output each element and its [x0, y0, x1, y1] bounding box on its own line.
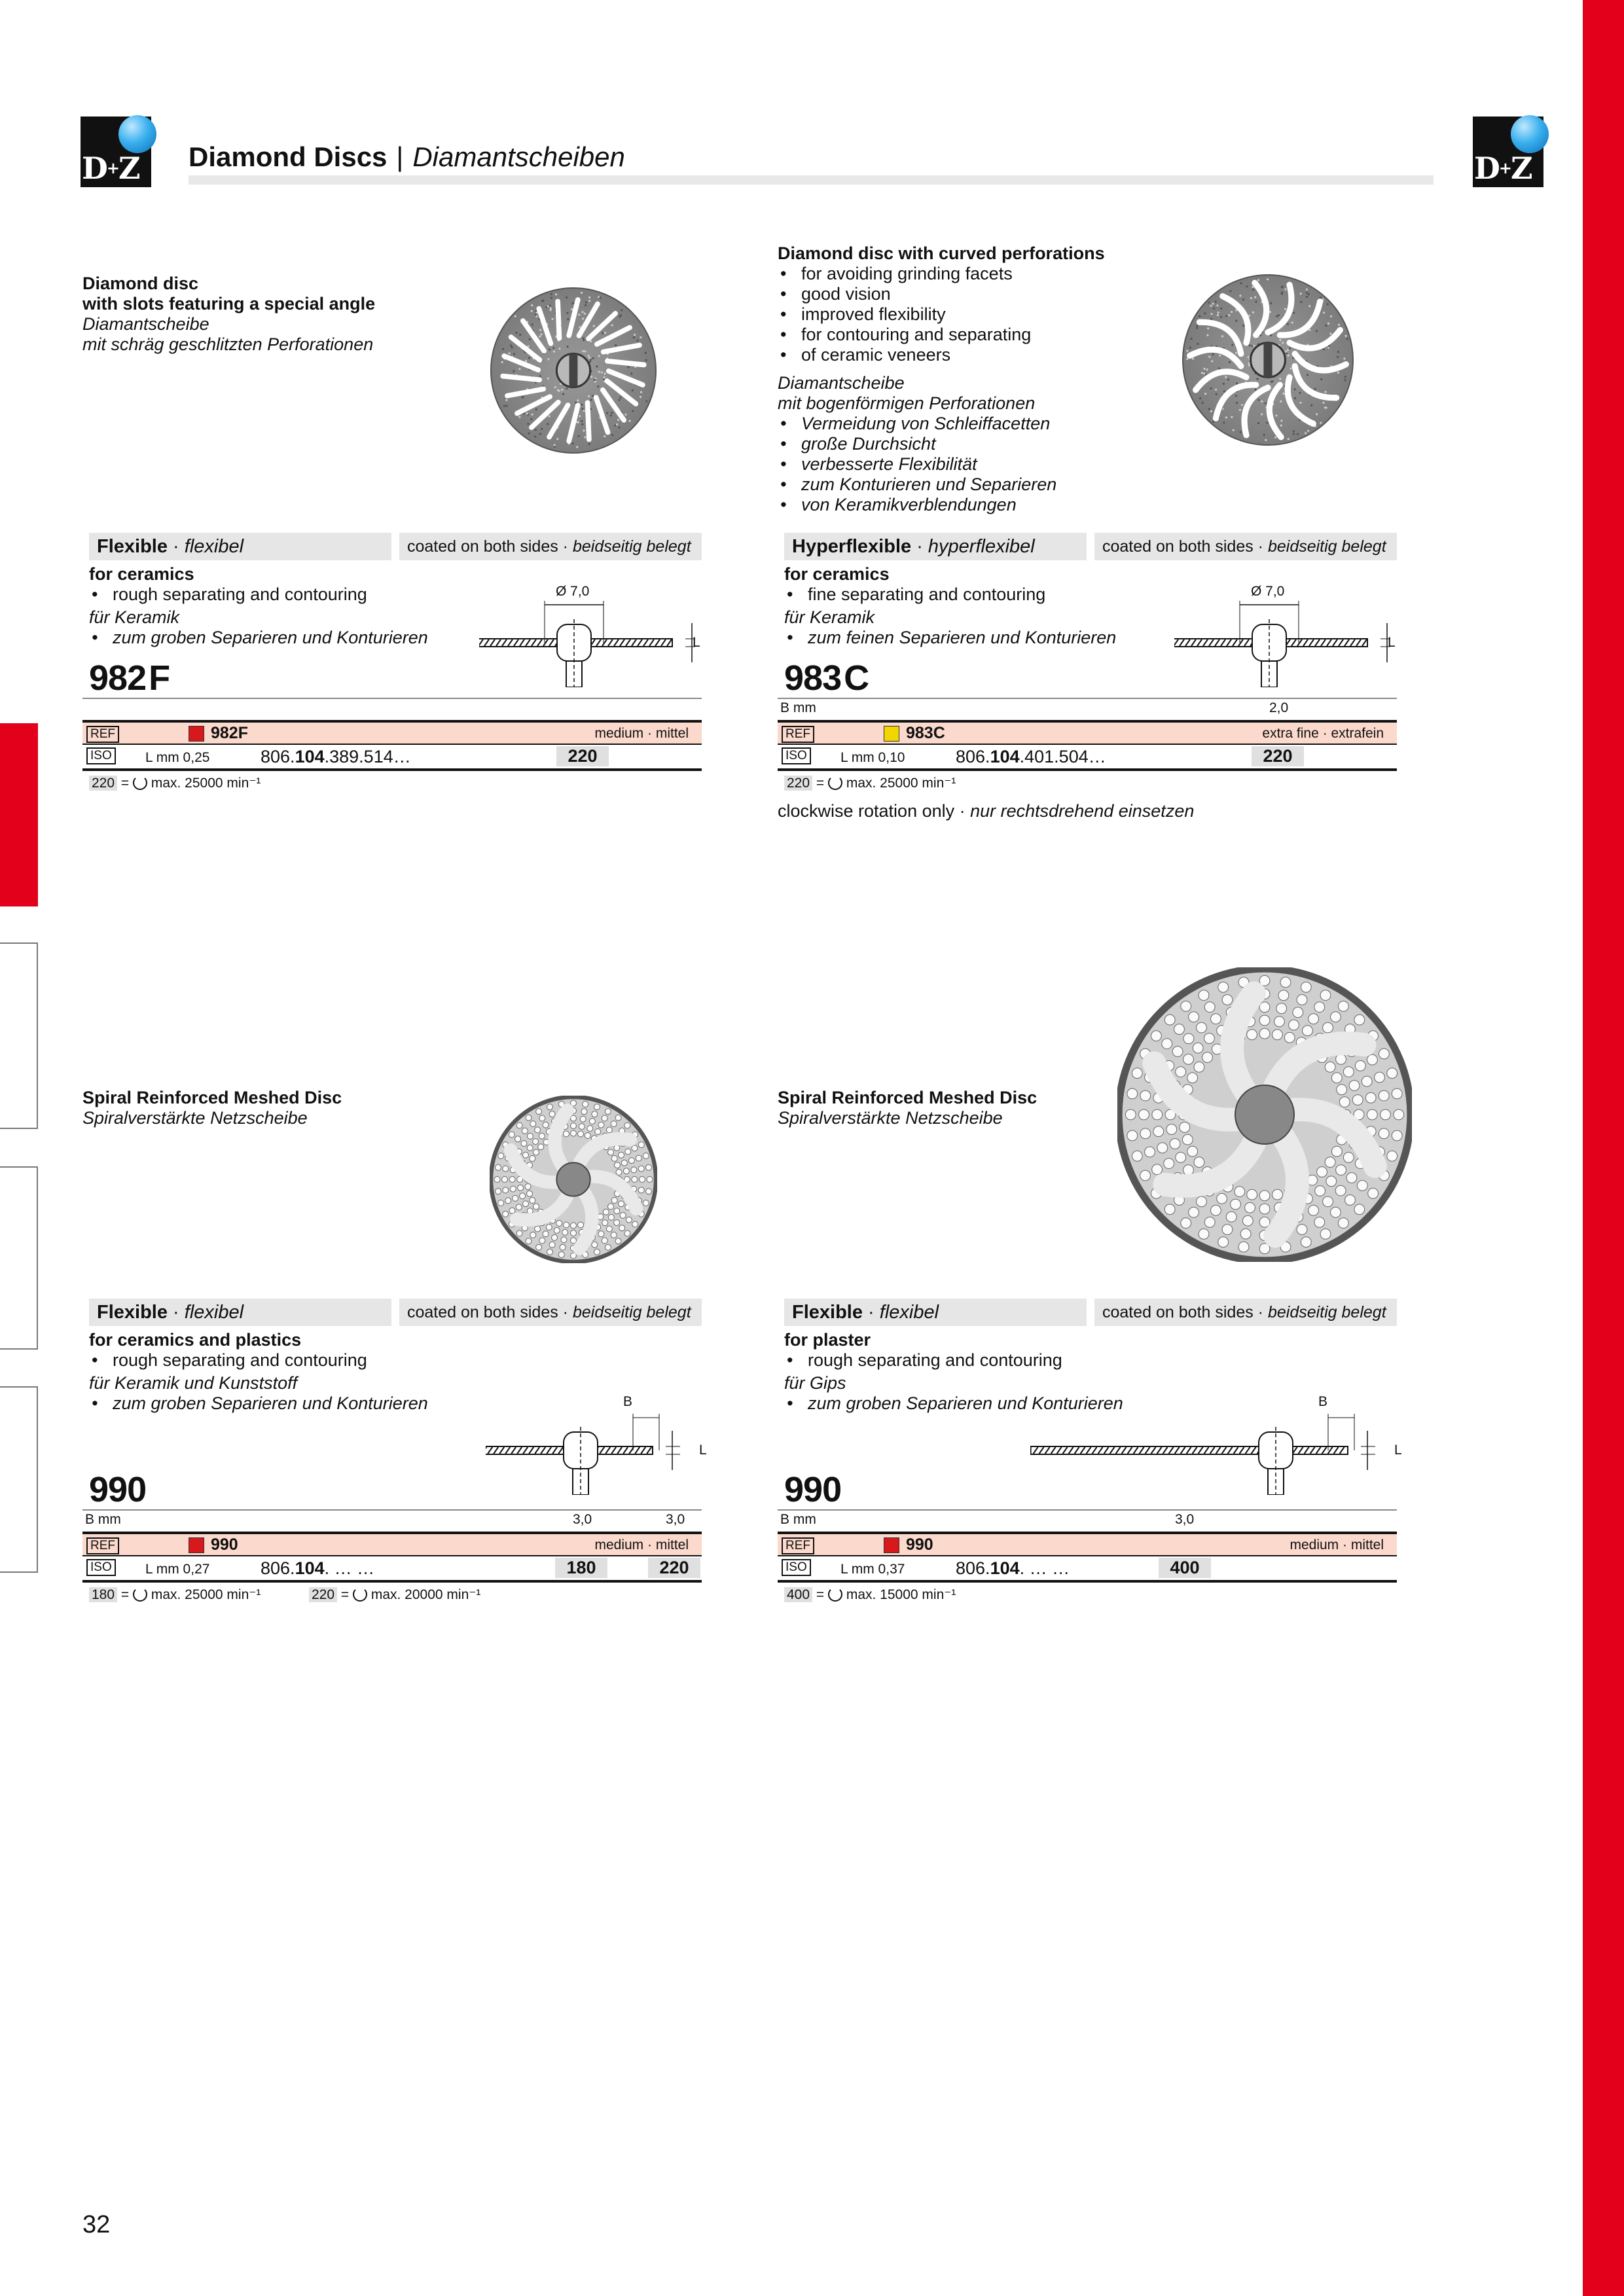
- technical-drawing: [479, 589, 695, 691]
- iso-number: 806.104. … …: [261, 1558, 375, 1578]
- feature-item-de: • von Keramikverblendungen: [778, 495, 1056, 515]
- feature-item: • for contouring and separating: [778, 325, 1031, 345]
- usage-de: für Gips: [784, 1373, 846, 1393]
- brand-logo-right: D+Z: [1473, 117, 1543, 187]
- size-cell: 220: [1252, 746, 1304, 766]
- usage-de: für Keramik und Kunststoff: [89, 1373, 298, 1393]
- coating-bar: coated on both sides · beidseitig belegt: [1094, 533, 1397, 560]
- technical-drawing: [479, 589, 695, 687]
- usage-en: for plaster: [784, 1330, 871, 1350]
- rotation-icon: [133, 776, 147, 790]
- chapter-tab[interactable]: [0, 942, 38, 1129]
- feature-item-de: • große Durchsicht: [778, 434, 1056, 454]
- technical-drawing: [1030, 1397, 1397, 1495]
- usage-item-de: • zum groben Separieren und Konturieren: [784, 1393, 1123, 1414]
- rpm-note: 220 = max. 25000 min⁻¹: [89, 775, 261, 791]
- b-value: 2,0: [1269, 700, 1289, 715]
- rotation-icon: [133, 1587, 147, 1602]
- usage-item-en: • rough separating and contouring: [784, 1350, 1062, 1371]
- b-mm-label: B mm: [780, 700, 816, 715]
- ref-code: 990: [906, 1535, 933, 1554]
- product-heading-de: mit bogenförmigen Perforationen: [778, 393, 1036, 413]
- diameter-label: B: [1318, 1394, 1328, 1409]
- l-mm: L mm 0,37: [840, 1562, 905, 1577]
- rotation-icon: [828, 776, 842, 790]
- feature-item: • for avoiding grinding facets: [778, 264, 1031, 284]
- feature-item-de: • verbesserte Flexibilität: [778, 454, 1056, 475]
- flexibility-bar: Hyperflexible · hyperflexibel: [784, 533, 1087, 560]
- product-heading-de: Diamantscheibe: [778, 373, 905, 393]
- l-mm: L mm 0,27: [145, 1562, 210, 1577]
- rotation-note: clockwise rotation only · nur rechtsdrehend einsetzen: [778, 801, 1195, 821]
- size-cell: 180: [555, 1558, 607, 1578]
- technical-drawing: [486, 1397, 702, 1495]
- b-mm-label: B mm: [780, 1512, 816, 1527]
- l-mm: L mm 0,25: [145, 750, 210, 765]
- technical-drawing: [1174, 589, 1390, 691]
- product-heading: Diamond disc: [82, 274, 199, 293]
- product-heading: Spiral Reinforced Meshed Disc: [778, 1088, 1038, 1107]
- chapter-tab[interactable]: [0, 1166, 38, 1350]
- product-heading: with slots featuring a special angle: [82, 294, 376, 314]
- usage-de: für Keramik: [89, 607, 180, 627]
- coating-bar: coated on both sides · beidseitig belegt: [399, 533, 702, 560]
- product-image: [490, 1096, 657, 1266]
- iso-number: 806.104.401.504…: [956, 747, 1106, 766]
- ref-label: REF: [86, 1537, 119, 1554]
- product-heading-de: mit schräg geschlitzten Perforationen: [82, 334, 374, 354]
- usage-item-en: • rough separating and contouring: [89, 584, 367, 605]
- coating-bar: coated on both sides · beidseitig belegt: [399, 1299, 702, 1326]
- disc-image: [490, 1096, 657, 1263]
- iso-label: ISO: [86, 1559, 116, 1576]
- logo-ball-icon: [1511, 115, 1549, 153]
- product-code: 983C: [784, 658, 869, 698]
- iso-label: ISO: [782, 1559, 811, 1576]
- product-heading-de: Diamantscheibe: [82, 314, 209, 334]
- grit-text: medium · mittel: [594, 1537, 689, 1552]
- diameter-label: B: [623, 1394, 633, 1409]
- disc-image: [1117, 967, 1412, 1262]
- logo-ball-icon: [118, 115, 156, 153]
- flexibility-bar: Flexible · flexibel: [89, 533, 391, 560]
- technical-drawing: [486, 1397, 702, 1498]
- size-cell: 400: [1159, 1558, 1211, 1578]
- ref-code: 990: [211, 1535, 238, 1554]
- product-heading: Spiral Reinforced Meshed Disc: [82, 1088, 342, 1107]
- feature-item: • improved flexibility: [778, 304, 1031, 325]
- usage-item-de: • zum feinen Separieren und Konturieren: [784, 628, 1116, 648]
- disc-image: [490, 287, 657, 454]
- right-color-band: [1583, 0, 1624, 2296]
- b-value: 3,0: [573, 1512, 592, 1527]
- divider: [82, 698, 702, 699]
- length-label: L: [1388, 635, 1396, 650]
- length-label: L: [699, 1443, 707, 1458]
- chapter-tab[interactable]: [0, 1386, 38, 1573]
- product-code: 990: [784, 1470, 842, 1509]
- l-mm: L mm 0,10: [840, 750, 905, 765]
- usage-en: for ceramics: [784, 564, 890, 584]
- feature-item-de: • Vermeidung von Schleiffacetten: [778, 414, 1056, 434]
- product-heading: Diamond disc with curved perforations: [778, 243, 1105, 263]
- usage-item-de: • zum groben Separieren und Konturieren: [89, 1393, 428, 1414]
- grit-color-swatch: [189, 726, 204, 742]
- product-image: [1182, 274, 1354, 450]
- feature-item: of ceramic veneers: [801, 345, 951, 365]
- usage-en: for ceramics: [89, 564, 194, 584]
- product-code: 990: [89, 1470, 147, 1509]
- divider: [82, 1509, 702, 1511]
- product-heading-de: Spiralverstärkte Netzscheibe: [82, 1108, 308, 1128]
- length-label: L: [1394, 1443, 1402, 1458]
- feature-item-de: • zum Konturieren und Separieren: [778, 475, 1056, 495]
- diameter-label: Ø 7,0: [1251, 584, 1285, 599]
- page-title: Diamond Discs | Diamantscheiben: [189, 141, 625, 172]
- feature-list-de: [778, 414, 1056, 515]
- divider: [778, 698, 1397, 699]
- product-image: [490, 287, 657, 457]
- grit-text: medium · mittel: [594, 726, 689, 741]
- b-value: 3,0: [666, 1512, 685, 1527]
- iso-label: ISO: [782, 747, 811, 764]
- ref-label: REF: [782, 1537, 814, 1554]
- flexibility-bar: Flexible · flexibel: [784, 1299, 1087, 1326]
- divider: [778, 1509, 1397, 1511]
- rpm-note: 180 = max. 25000 min⁻¹: [89, 1587, 261, 1603]
- b-mm-label: B mm: [85, 1512, 121, 1527]
- brand-logo-left: D+Z: [81, 117, 151, 187]
- iso-number: 806.104.389.514…: [261, 747, 411, 766]
- technical-drawing: [1030, 1397, 1397, 1498]
- chapter-tab-active[interactable]: [0, 723, 38, 906]
- usage-item-en: • rough separating and contouring: [89, 1350, 367, 1371]
- grit-color-swatch: [189, 1537, 204, 1553]
- rpm-note: 400 = max. 15000 min⁻¹: [784, 1587, 956, 1603]
- feature-item: • good vision: [778, 284, 1031, 304]
- coating-bar: coated on both sides · beidseitig belegt: [1094, 1299, 1397, 1326]
- ref-code: 983C: [906, 724, 945, 742]
- size-cell: 220: [648, 1558, 700, 1578]
- b-value: 3,0: [1175, 1512, 1195, 1527]
- size-cell: 220: [556, 746, 609, 766]
- feature-list-en: [778, 264, 1031, 365]
- diameter-label: Ø 7,0: [556, 584, 590, 599]
- header-rule: [189, 175, 1434, 185]
- disc-image: [1182, 274, 1354, 446]
- table-rule: [778, 768, 1397, 771]
- flexibility-bar: Flexible · flexibel: [89, 1299, 391, 1326]
- product-heading-de: Spiralverstärkte Netzscheibe: [778, 1108, 1003, 1128]
- table-rule: [778, 1580, 1397, 1583]
- iso-label: ISO: [86, 747, 116, 764]
- grit-color-swatch: [884, 1537, 899, 1553]
- grit-color-swatch: [884, 726, 899, 742]
- ref-label: REF: [86, 726, 119, 743]
- usage-item-de: • zum groben Separieren und Konturieren: [89, 628, 428, 648]
- grit-text: extra fine · extrafein: [1262, 726, 1384, 741]
- rpm-note: 220 = max. 25000 min⁻¹: [784, 775, 956, 791]
- usage-item-en: • fine separating and contouring: [784, 584, 1045, 605]
- product-image: [1117, 967, 1412, 1265]
- table-rule: [82, 768, 702, 771]
- rotation-icon: [828, 1587, 842, 1602]
- ref-label: REF: [782, 726, 814, 743]
- table-rule: [82, 1580, 702, 1583]
- length-label: L: [693, 635, 700, 650]
- rotation-icon: [353, 1587, 367, 1602]
- usage-en: for ceramics and plastics: [89, 1330, 302, 1350]
- usage-de: für Keramik: [784, 607, 875, 627]
- rpm-note: 220 = max. 20000 min⁻¹: [309, 1587, 480, 1603]
- grit-text: medium · mittel: [1290, 1537, 1384, 1552]
- page-number: 32: [82, 2211, 111, 2238]
- technical-drawing: [1174, 589, 1390, 687]
- iso-number: 806.104. … …: [956, 1558, 1070, 1578]
- ref-code: 982F: [211, 724, 248, 742]
- product-code: 982F: [89, 658, 170, 698]
